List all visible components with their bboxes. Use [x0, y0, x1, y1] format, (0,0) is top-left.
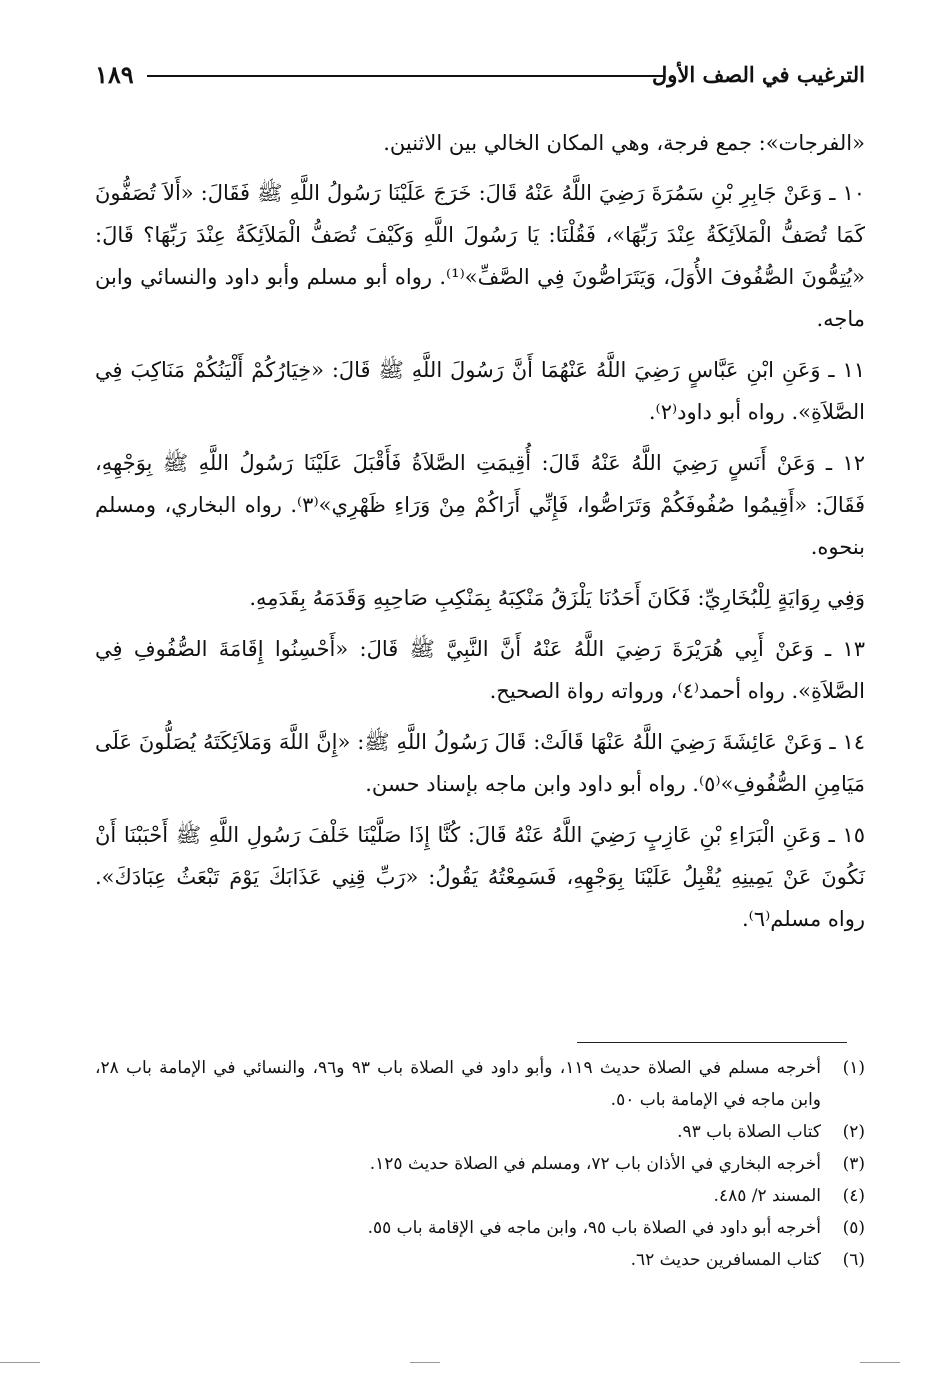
footnote-marker: (١): [842, 1058, 865, 1078]
page-header: [95, 58, 865, 98]
page-number: ١٨٩: [95, 60, 134, 89]
footnote-separator: [577, 1042, 847, 1043]
footnote-text: أخرجه مسلم في الصلاة حديث ١١٩، وأبو داود في الصلاة باب ٩٣ و٩٦، والنسائي في الإمامة باب ٢٨، وابن ماجه في الإمامة باب ٥٠.: [95, 1058, 821, 1110]
paragraph-definition: «الفرجات»: جمع فرجة، وهي المكان الخالي بين الاثنين.: [383, 131, 865, 155]
footnotes: [95, 1052, 865, 1276]
scan-artifact: [860, 1362, 900, 1363]
footnote-item: [95, 1052, 865, 1116]
hadith-10: ١٠ ـ وَعَنْ جَابِرِ بْنِ سَمُرَةَ رَضِيَ اللَّهُ عَنْهُ قَالَ: خَرَجَ عَلَيْنَا رَسُولُ اللَّهِ ﷺ فَقَالَ: «أَلاَ تُصَفُّونَ كَمَا تُصَفُّ الْمَلاَئِكَةُ عِنْدَ رَبِّهَا»، فَقُلْنَا: يَا رَسُولَ اللَّهِ وَكَيْفَ تُصَفُّ الْمَلاَئِكَةُ عِنْدَ رَبِّهَا؟ قَالَ: «يُتِمُّونَ الصُّفُوفَ الأُوَلَ، وَيَتَرَاصُّونَ فِي الصَّفِّ»⁽¹⁾. رواه أبو مسلم وأبو داود والنسائي وابن ماجه.: [95, 181, 865, 331]
scan-artifact: [410, 1362, 440, 1363]
footnote-marker: (٢): [842, 1122, 865, 1142]
footnote-item: [95, 1180, 865, 1212]
footnote-marker: (٤): [842, 1186, 865, 1206]
hadith-14: ١٤ ـ وَعَنْ عَائِشَةَ رَضِيَ اللَّهُ عَنْهَا قَالَتْ: قَالَ رَسُولُ اللَّهِ ﷺ: «إِنَّ اللَّهَ وَمَلاَئِكَتَهُ يُصَلُّونَ عَلَى مَيَامِنِ الصُّفُوفِ»⁽٥⁾. رواه أبو داود وابن ماجه بإسناد حسن.: [95, 730, 865, 796]
footnote-text: المسند ٢/ ٤٨٥.: [713, 1186, 821, 1206]
hadith-15: ١٥ ـ وَعَنِ الْبَرَاءِ بْنِ عَازِبٍ رَضِيَ اللَّهُ عَنْهُ قَالَ: كُنَّا إِذَا صَلَّيْنَا خَلْفَ رَسُولِ اللَّهِ ﷺ أَحْبَبْنَا أَنْ نَكُونَ عَنْ يَمِينِهِ يُقْبِلُ عَلَيْنَا بِوَجْهِهِ، فَسَمِعْتُهُ يَقُولُ: «رَبِّ قِنِي عَذَابَكَ يَوْمَ تَبْعَثُ عِبَادَكَ». رواه مسلم⁽٦⁾.: [95, 823, 866, 931]
footnote-marker: (٥): [842, 1218, 865, 1238]
hadith-12: ١٢ ـ وَعَنْ أَنَسٍ رَضِيَ اللَّهُ عَنْهُ قَالَ: أُقِيمَتِ الصَّلاَةُ فَأَقْبَلَ عَلَيْنَا رَسُولُ اللَّهِ ﷺ بِوَجْهِهِ، فَقَالَ: «أَقِيمُوا صُفُوفَكُمْ وَتَرَاصُّوا، فَإِنِّي أَرَاكُمْ مِنْ وَرَاءِ ظَهْرِي»⁽٣⁾. رواه البخاري، ومسلم بنحوه.: [95, 451, 865, 559]
footnote-item: [95, 1116, 865, 1148]
footnote-marker: (٦): [842, 1250, 865, 1270]
running-title: الترغيب في الصف الأول: [652, 62, 865, 87]
main-text: [95, 122, 865, 949]
footnote-item: [95, 1148, 865, 1180]
footnote-text: أخرجه البخاري في الأذان باب ٧٢، ومسلم في الصلاة حديث ١٢٥.: [369, 1154, 821, 1174]
scan-artifact: [0, 1362, 40, 1363]
footnote-item: [95, 1212, 865, 1244]
footnote-marker: (٣): [842, 1154, 865, 1174]
footnote-text: كتاب المسافرين حديث ٦٢.: [630, 1250, 821, 1270]
footnote-text: أخرجه أبو داود في الصلاة باب ٩٥، وابن ماجه في الإقامة باب ٥٥.: [367, 1218, 821, 1238]
hadith-11: ١١ ـ وَعَنِ ابْنِ عَبَّاسٍ رَضِيَ اللَّهُ عَنْهُمَا أَنَّ رَسُولَ اللَّهِ ﷺ قَالَ: «خِيَارُكُمْ أَلْيَنُكُمْ مَنَاكِبَ فِي الصَّلاَةِ». رواه أبو داود⁽٢⁾.: [95, 358, 865, 424]
hadith-13: ١٣ ـ وَعَنْ أَبِي هُرَيْرَةَ رَضِيَ اللَّهُ عَنْهُ أَنَّ النَّبِيَّ ﷺ قَالَ: «أَحْسِنُوا إِقَامَةَ الصُّفُوفِ فِي الصَّلاَةِ». رواه أحمد⁽٤⁾، ورواته رواة الصحيح.: [95, 637, 865, 703]
header-rule: [147, 75, 665, 77]
bukhari-narration: وَفِي رِوَايَةٍ لِلْبُخَارِيِّ: فَكَانَ أَحَدُنَا يَلْزَقُ مَنْكِبَهُ بِمَنْكِبِ صَاحِبِهِ وَقَدَمَهُ بِقَدَمِهِ.: [249, 586, 865, 610]
footnote-item: [95, 1244, 865, 1276]
footnote-text: كتاب الصلاة باب ٩٣.: [677, 1122, 821, 1142]
